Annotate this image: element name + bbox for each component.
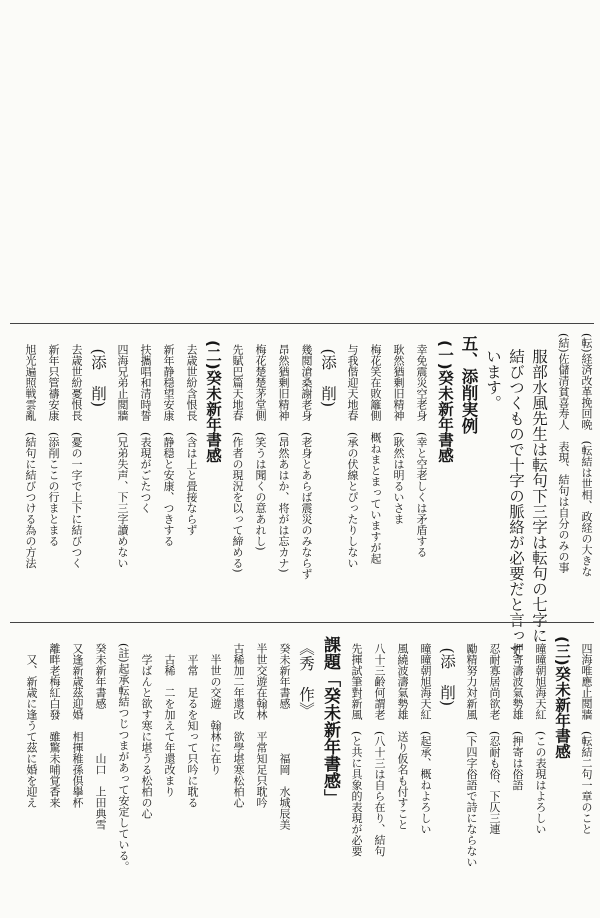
- subheading: (三)癸未新年書感: [553, 636, 571, 759]
- poem-line: 昂然猶剰旧精神 (昂然あはか、将がは忘カナ): [277, 333, 290, 573]
- section-heading: 五、添削実例: [459, 335, 478, 434]
- poem-line: 与我偕迎天地春 (承の伏線とぴったりしない: [346, 333, 359, 569]
- poem-line: 古稀加二年還改 欲學堪寒松柏心: [232, 632, 245, 808]
- poem-line: 離畔老梅紅白發 雖驚未晡覚香来: [48, 632, 61, 808]
- poem-line: 新年只管禱安康 (添削ここの行まとまる: [47, 333, 60, 547]
- assignment-title: 課題「癸未新年書感」: [320, 636, 340, 806]
- poem-line: 先賦巴篇天地春 (作者の現況を以って締める): [231, 333, 244, 573]
- poem-title-author: 癸未新年書感 福岡 水城辰美: [278, 632, 291, 830]
- poem-line: 耿然猶剰旧精神 (耿然は明るいさま: [392, 333, 405, 525]
- poem-line: 扶攜唱和清時誓 (表現がごたつく: [139, 333, 152, 514]
- poem-line: 幸免震災空老身 (幸と空老しくは矛盾する: [415, 333, 428, 558]
- poem-line: 風繞波濤氣勢雄 送り仮名も付すこと: [396, 632, 409, 830]
- reading-line: 半世の交遊 翰林に在り: [209, 632, 222, 775]
- text-line: 服部水風先生は転句下三字は転句の七字に: [530, 333, 548, 643]
- divider-rule: [10, 622, 594, 623]
- award-label: 《秀 作》: [297, 640, 315, 718]
- poem-line: 曈曈朝旭海天紅 (この表現はよろしい: [534, 632, 547, 835]
- reading-line: 学ばんと欲す寒に堪うる松柏の心: [140, 632, 153, 819]
- poem-line: 半世交遊在翰林 平常知足只耽吟: [255, 632, 268, 808]
- poem-line: 幾閲滄桑謝老身 (老身とあらば震災のみならず: [300, 333, 313, 580]
- poem-line: 梅花笑在敗籬側 概ねまとまっていますが起: [369, 333, 382, 564]
- poem-line: 去歳世紛憂恨長 (憂の一字で上下に結びつく: [70, 333, 83, 569]
- poem-line: 勵精努力対新風 (下四字俗語で詩にならない: [465, 632, 478, 868]
- poem-line: 旭光遍照戦雲亂 (結句に結びつける為の方法: [24, 333, 37, 569]
- text-line: います。: [484, 333, 502, 411]
- poem-title-author: 癸未新年書感 山口 上田典雪: [94, 632, 107, 830]
- poem-line: 八十三齢何謂老 (八十三は自ら在り、結句: [373, 632, 386, 857]
- revision-label: (添 削): [319, 333, 337, 408]
- poem-line: 四海兄弟止閲牆 (兄弟失声、下三字讀めない: [116, 333, 129, 569]
- poem-line: 又逢新歳茲迎婚 相揮稚孫倶擧杯: [71, 632, 84, 808]
- divider-rule: [10, 323, 594, 324]
- reading-line: 平常 足るを知って只吟に耽る: [186, 632, 199, 808]
- poem-line: (転)経済改革挽回晩 (転結は世相、政経の大きな: [580, 333, 593, 577]
- poem-line: 四海唯應止閲牆 (転結二句一章のこと: [580, 632, 593, 835]
- reading-line: 又、新歳に逢うて茲に婚を迎え: [25, 632, 38, 808]
- poem-line: 曈曈朝旭海天紅 (起承、概ねよろしい: [419, 632, 432, 835]
- note-line: (註)起承転結つじつまがあって安定している。: [117, 632, 130, 872]
- subheading: (一)癸未新年書感: [436, 340, 454, 463]
- poem-line: 去歳世紛含恨長 (含は上と畳接ならず: [185, 333, 198, 536]
- poem-line: 押寄濤波氣勢雄 (押寄は俗語: [511, 632, 524, 791]
- poem-line: 梅花楚楚茅堂側 (笑うは聞くの意あれし): [254, 333, 267, 551]
- revision-label: (添 削): [438, 632, 456, 707]
- reading-line: 古稀 二を加えて年還改まり: [163, 632, 176, 797]
- poem-line: 忍耐寡居尚欲老 (忍耐も俗、下仄三連: [488, 632, 501, 835]
- poem-line: 新年静穏望安康 (静穏と安康、つきする: [162, 333, 175, 547]
- poem-line: (結)佐儲清貧喜寿人 表現、結句は自分のみの事: [557, 333, 570, 573]
- text-line: 結びつくもので十字の脈絡が必要だと言って: [507, 333, 525, 659]
- revision-label: (添 削): [89, 333, 107, 408]
- poem-line: 先揮試筆對新風 (と共に具象的表現が必要: [350, 632, 363, 857]
- subheading: (二)癸未新年書感: [204, 340, 222, 463]
